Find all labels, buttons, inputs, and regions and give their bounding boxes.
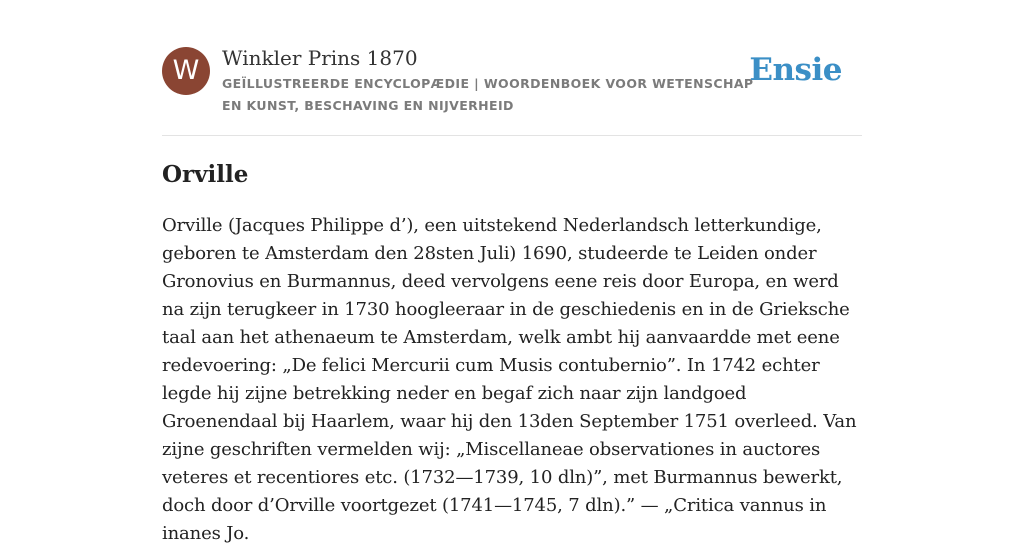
source-title[interactable]: Winkler Prins 1870: [222, 46, 418, 70]
header-divider: [162, 135, 862, 136]
source-avatar[interactable]: W: [162, 47, 210, 95]
entry-body: Orville (Jacques Philippe d’), een uitstekend Nederlandsch letterkundige, geboren te Amsterdam den 28sten Juli) 1690, studeerde te Leiden onder Gronovius en Burmannus, deed vervolgens eene reis door Europa, en werd na zijn terugkeer in 1730 hoogleeraar in de geschiedenis en in de Grieksche taal aan het athenaeum te Amsterdam, welk ambt hij aanvaardde met eene redevoering: „De felici Mercurii cum Musis contubernio”. In 1742 echter legde hij zijne betrekking neder en begaf zich naar zijn landgoed Groenendaal bij Haarlem, waar hij den 13den September 1751 overleed. Van zijne geschriften vermelden wij: „Miscellaneae observationes in auctores veteres et recentiores etc. (1732—1739, 10 dln)”, met Burmannus bewerkt, doch door d’Orville voortgezet (1741—1745, 7 dln).” — „Critica vannus in inanes Jo.: [162, 215, 857, 544]
entry-title: Orville: [162, 161, 249, 188]
ensie-logo[interactable]: Ensie: [749, 52, 842, 88]
source-header: [162, 46, 862, 118]
source-subtitle: GEÏLLUSTREERDE ENCYCLOPÆDIE | WOORDENBOEK VOOR WETENSCHAP EN KUNST, BESCHAVING EN NIJVERHEID: [222, 76, 754, 113]
